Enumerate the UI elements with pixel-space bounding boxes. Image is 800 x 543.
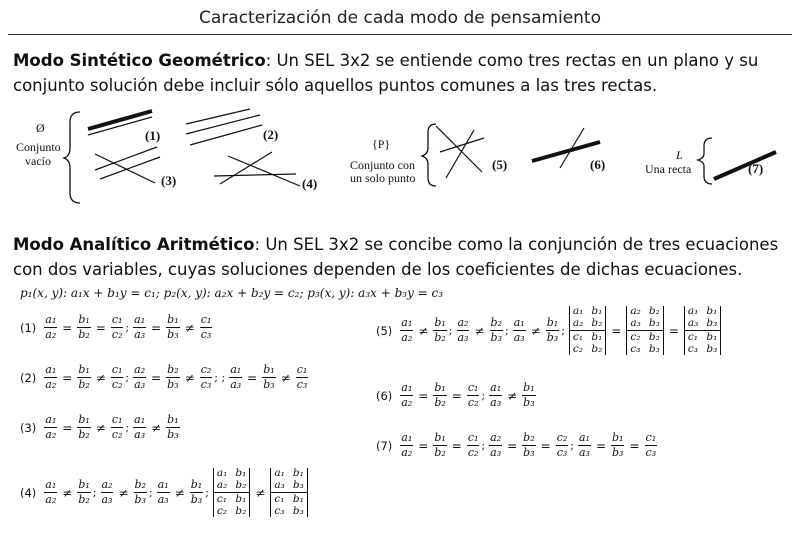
analytic-heading: Modo Analítico Aritmético <box>13 235 255 254</box>
fig5-line-a <box>436 126 482 172</box>
fraction: $\frac{\text{a₁}}{\text{a₂}}$ <box>45 313 57 341</box>
determinant-ratio: a₁ b₁ a₂ b₂ c₁ b₁ c₂ b₂ <box>213 468 250 517</box>
fig7-thick-line <box>714 152 776 179</box>
fig5-line-c <box>446 130 474 178</box>
case-3: (3) $\frac{\text{a₁}}{\text{a₂}}$ = $\frac{\text{b₁}}{\text{b₂}}$ ≠ c₁ c₂ ; a₁ a₃ ≠ b₁ b₃ <box>20 413 179 441</box>
fig7-number: (7) <box>748 161 764 176</box>
brace-empty <box>64 112 80 203</box>
point-set-label-1: Conjunto con <box>350 158 415 172</box>
fraction: $\frac{\text{b₁}}{\text{b₂}}$ <box>78 313 90 341</box>
fraction: $\frac{\text{b₁}}{\text{b₃}}$ <box>167 313 179 341</box>
case-1: (1) $\frac{\text{a₁}}{\text{a₂}}$ = $\frac{\text{b₁}}{\text{b₂}}$ = $\frac{\text{c₁}}{\text{c₂}}$ ; $\frac{\text{a₁}}{\text{a₃}}$ = $\frac{\text{b₁}}{\text{b₃}}$ ≠ c₁ c₃ <box>20 313 212 341</box>
case-2: (2) $\frac{\text{a₁}}{\text{a₂}}$ = $\frac{\text{b₁}}{\text{b₂}}$ ≠ c₁ c₂ ; $\frac{\text{a₂}}{\text{a₃}}$ = $\frac{\text{b₂}}{\text{b₃}}$ ≠ c₂ c₃ ; ; $\frac{\text{a₁}}{\text{a₃}}$ = $\frac{\text{b₁}}{\text{b₃}}$ ≠ c₁ c₃ <box>20 363 308 391</box>
determinant-ratio: a₂ b₂ a₃ b₃ c₂ b₂ c₃ b₃ <box>626 306 663 355</box>
determinant-ratio: a₁ b₁ a₃ b₃ c₁ b₁ c₃ b₃ <box>270 468 307 517</box>
fig2-number: (2) <box>263 127 279 142</box>
page-title: Caracterización de cada modo de pensamiento <box>199 8 601 28</box>
case-5: (5) a₁ a₂ ≠ b₁ b₂ ; a₂ a₃ ≠ b₂ b₃ ; a₁ a₃ ≠ b₁ b₃ ; a₁ b₁ a₂ b₂ c₁ b₁ c₂ b₂ = a₂ b₂ a₃ b₃ c₂ b₂ c₃ b₃ = a₁ b₁ a₃ b₃ c₁ b₁ c₃ b₃ <box>376 306 723 355</box>
case-number: (6) <box>376 388 393 403</box>
brace-point <box>422 124 436 186</box>
line-set-symbol: L <box>676 148 683 162</box>
case-6: (6) $\frac{\text{a₁}}{\text{a₂}}$ = $\frac{\text{b₁}}{\text{b₂}}$ = $\frac{\text{c₁}}{\text{c₂}}$ ; a₁ a₃ ≠ b₁ b₃ <box>376 381 535 409</box>
fig5-number: (5) <box>492 157 508 172</box>
determinant-ratio: a₁ b₁ a₃ b₃ c₁ b₁ c₃ b₃ <box>684 306 721 355</box>
brace-line <box>698 138 712 184</box>
fraction: c₁ c₃ <box>200 313 212 341</box>
analytic-text: : Un SEL 3x2 se concibe como la conjunción de tres ecuaciones con dos variables, cuyas soluciones dependen de los coeficientes de dichas ecuaciones. <box>13 235 779 279</box>
fraction: $\frac{\text{c₁}}{\text{c₂}}$ <box>111 313 123 341</box>
fig4-line-c <box>220 152 272 184</box>
point-set-label-2: un solo punto <box>350 171 416 185</box>
point-set-symbol: {P} <box>372 137 391 151</box>
case-number: (4) <box>20 485 37 500</box>
fig2-line-b <box>186 115 260 134</box>
geometric-heading: Modo Sintético Geométrico <box>13 51 266 70</box>
fig2-line-c <box>190 125 262 145</box>
case-number: (1) <box>20 320 37 335</box>
fig3-number: (3) <box>161 173 177 188</box>
fig4-line-a <box>214 174 296 176</box>
fig2-line-a <box>186 109 250 124</box>
determinant-ratio: a₁ b₁ a₂ b₂ c₁ b₁ c₂ b₂ <box>569 306 606 355</box>
case-7: (7) $\frac{\text{a₁}}{\text{a₂}}$ = $\frac{\text{b₁}}{\text{b₂}}$ = $\frac{\text{c₁}}{\text{c₂}}$ ; $\frac{\text{a₂}}{\text{a₃}}$ = $\frac{\text{b₂}}{\text{b₃}}$ = $\frac{\text{c₂}}{\text{c₃}}$ ; $\frac{\text{a₁}}{\text{a₃}}$ = $\frac{\text{b₁}}{\text{b₃}}$ = $\frac{\text{c₁}}{\text{c₃}}$ <box>376 431 657 459</box>
empty-set-label-1: Conjunto <box>16 140 61 154</box>
empty-set-symbol: Ø <box>36 121 45 135</box>
fraction: $\frac{\text{a₁}}{\text{a₃}}$ <box>134 313 146 341</box>
analytic-paragraph <box>13 232 788 282</box>
fig4-line-b <box>228 156 300 186</box>
case-number: (7) <box>376 438 393 453</box>
fig6-number: (6) <box>590 157 606 172</box>
case-number: (3) <box>20 420 37 435</box>
line-set-label: Una recta <box>645 162 692 176</box>
case-4: (4) a₁ a₂ ≠ b₁ b₂ ; a₂ a₃ ≠ b₂ b₃ ; a₁ a₃ ≠ b₁ b₃ ; a₁ b₁ a₂ b₂ c₁ b₁ c₂ b₂ ≠ a₁ b₁ a₃ b₃ c₁ b₁ c₃ b₃ <box>20 468 310 517</box>
fig4-number: (4) <box>302 176 318 191</box>
fig1-number: (1) <box>145 128 161 143</box>
empty-set-label-2: vacío <box>25 154 51 168</box>
case-number: (2) <box>20 370 37 385</box>
system-equations: p₁(x, y): a₁x + b₁y = c₁; p₂(x, y): a₂x + b₂y = c₂; p₃(x, y): a₃x + b₃y = c₃ <box>20 286 444 300</box>
geometric-text: : Un SEL 3x2 se entiende como tres rectas en un plano y su conjunto solución debe incluir sólo aquellos puntos comunes a las tres rectas. <box>13 51 759 95</box>
case-number: (5) <box>376 323 393 338</box>
